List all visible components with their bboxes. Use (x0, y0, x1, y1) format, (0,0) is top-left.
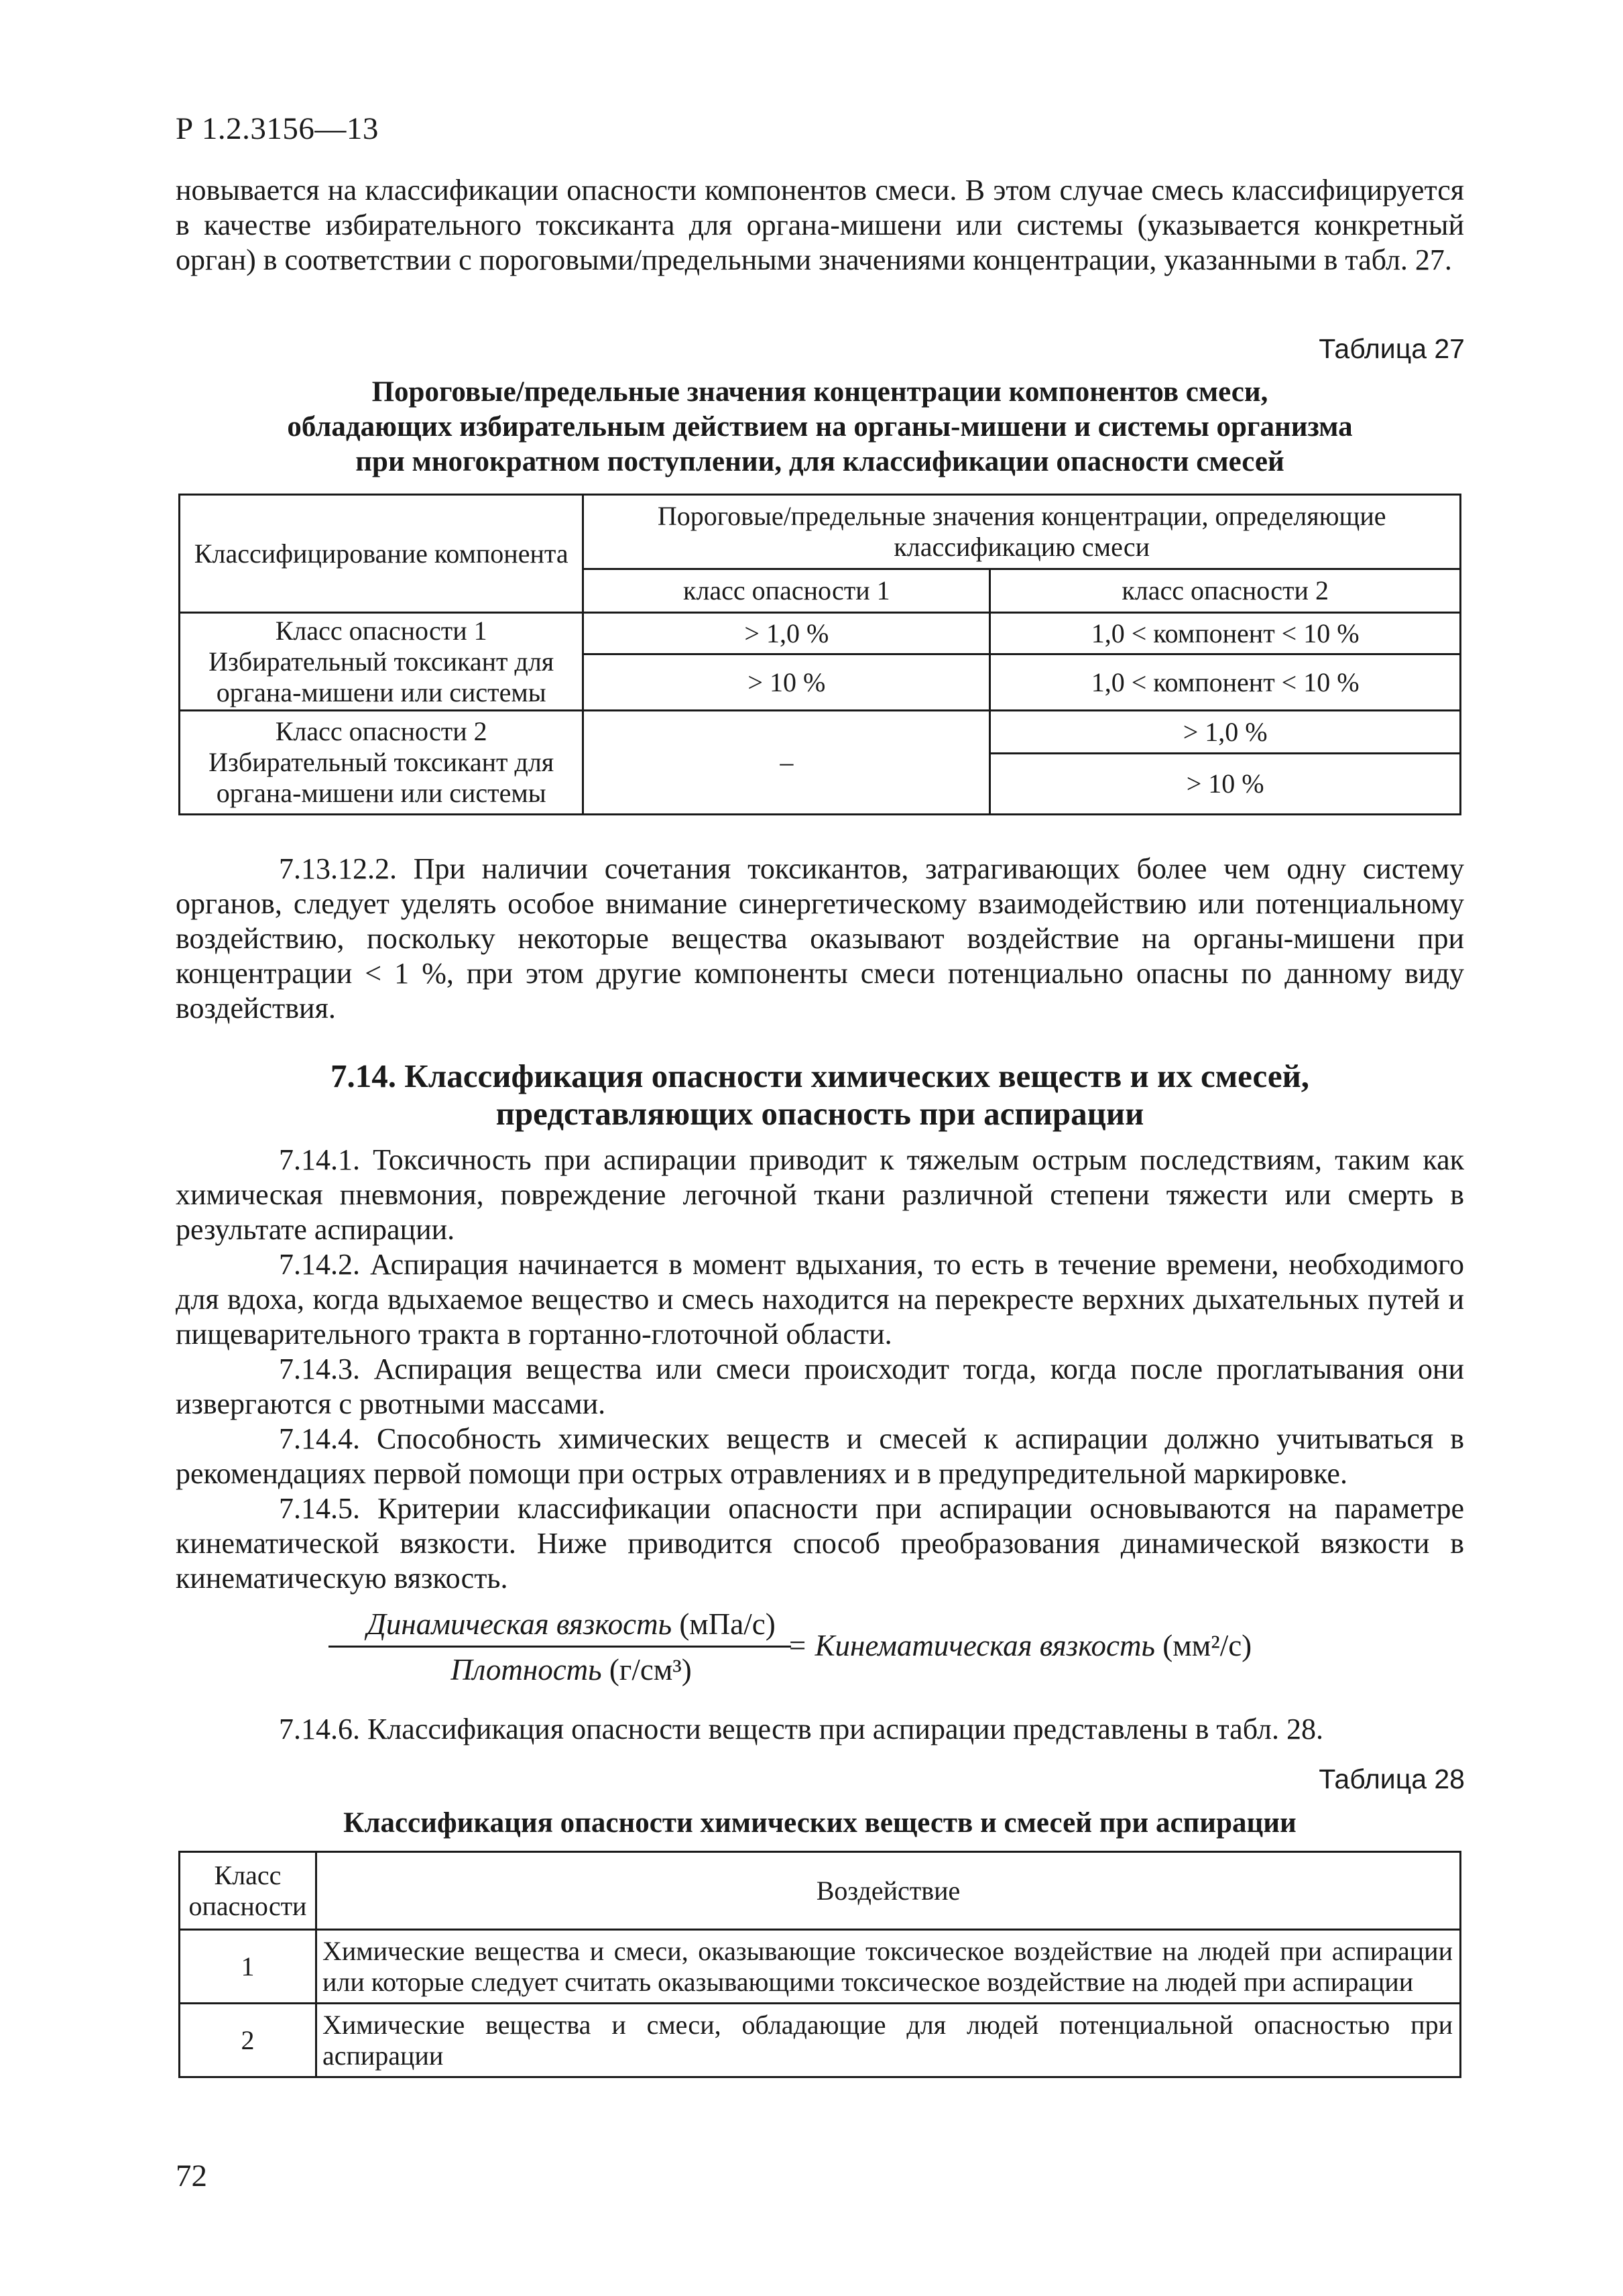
section-heading-line: представляющих опасность при аспирации (495, 1095, 1144, 1132)
table27-title-line: при многократном поступлении, для классификации опасности смесей (355, 446, 1284, 477)
table28-title: Классификация опасности химических веществ и смесей при аспирации (343, 1807, 1297, 1839)
formula-result: = Кинематическая вязкость (мм²/с) (787, 1629, 1252, 1662)
table27-title-line: обладающих избирательным действием на органы-мишени и системы организма (287, 411, 1353, 443)
t27-head-component: Классифицирование компонента (180, 495, 583, 613)
t28-row1-effect: Химические вещества и смеси, оказывающие токсическое воздействие на людей при аспирации или которые следует считать оказывающими токсическое воздействие на людей при аспирации (316, 1930, 1460, 2004)
formula-denominator: Плотность (г/см³) (450, 1653, 692, 1686)
viscosity-formula (323, 1607, 1329, 1694)
t27-row2-c2-b: > 10 % (990, 754, 1461, 815)
paragraph-7-13-12-2 (176, 852, 1464, 1026)
page-number: 72 (176, 2159, 207, 2193)
paragraph-7-14-5: 7.14.5. Критерии классификации опасности при аспирации основываются на параметре кинематической вязкости. Ниже приводится способ преобразования динамической вязкости в кинематическую вязкость. (176, 1492, 1464, 1595)
paragraph-7-14-3: 7.14.3. Аспирация вещества или смеси происходит тогда, когда после проглатывания они извергаются с рвотными массами. (176, 1353, 1464, 1420)
t27-row2-component: Класс опасности 2 Избирательный токсикант для органа-мишени или системы (180, 711, 583, 815)
t27-row2-c2-a: > 1,0 % (990, 711, 1461, 754)
section-7-14-body (176, 1143, 1464, 1596)
t27-head-class2: класс опасности 2 (990, 569, 1461, 613)
t27-row1-component: Класс опасности 1 Избирательный токсикант для органа-мишени или системы (180, 613, 583, 711)
paragraph-text: 7.13.12.2. При наличии сочетания токсикантов, затрагивающих более чем одну систему органов, следует уделять особое внимание синергетическому взаимодействию или потенциальному воздействию, поскольку некоторые вещества оказывают воздействие на органы-мишени при концентрации < 1 %, при этом другие компоненты смеси потенциально опасны по данному виду воздействия. (176, 852, 1464, 1025)
t28-row2-class: 2 (180, 2004, 316, 2077)
t27-row2-c1: – (583, 711, 990, 815)
table27-caption: Таблица 27 (1319, 333, 1465, 364)
paragraph-text: 7.14.6. Классификация опасности веществ при аспирации представлены в табл. 28. (279, 1713, 1323, 1745)
table-28 (178, 1851, 1461, 2078)
fraction-bar (328, 1646, 791, 1648)
intro-text: новывается на классификации опасности компонентов смеси. В этом случае смесь классифицируется в качестве избирательного токсиканта для органа-мишени или системы (указывается конкретный орган) в соответствии с пороговыми/предельными значениями концентрации, указанными в табл. 27. (176, 174, 1464, 276)
table-27 (178, 494, 1461, 815)
section-heading-line: 7.14. Классификация опасности химических веществ и их смесей, (330, 1057, 1310, 1094)
paragraph-7-14-2: 7.14.2. Аспирация начинается в момент вдыхания, то есть в течение времени, необходимого для вдоха, когда вдыхаемое вещество и смесь находится на перекресте верхних дыхательных путей и пищеварительного тракта в гортанно-глоточной области. (176, 1248, 1464, 1351)
t28-head-effect: Воздействие (316, 1852, 1460, 1930)
intro-paragraph (176, 173, 1464, 278)
t28-row2-effect: Химические вещества и смеси, обладающие для людей потенциальной опасностью при аспирации (316, 2004, 1460, 2077)
t27-head-class1: класс опасности 1 (583, 569, 990, 613)
t28-row1-class: 1 (180, 1930, 316, 2004)
t27-row1-c1-a: > 1,0 % (583, 613, 990, 654)
section-7-14-heading (176, 1057, 1464, 1133)
document-code: Р 1.2.3156—13 (176, 111, 379, 146)
formula-numerator: Динамическая вязкость (мПа/с) (367, 1607, 776, 1641)
paragraph-7-14-1: 7.14.1. Токсичность при аспирации приводит к тяжелым острым последствиям, таким как химическая пневмония, повреждение легочной ткани различной степени тяжести или смерть в результате аспирации. (176, 1143, 1464, 1246)
table28-caption: Таблица 28 (1319, 1764, 1465, 1794)
paragraph-7-14-6 (176, 1712, 1464, 1747)
t28-head-class: Класс опасности (180, 1852, 316, 1930)
paragraph-7-14-4: 7.14.4. Способность химических веществ и смесей к аспирации должно учитываться в рекомендациях первой помощи при острых отравлениях и в предупредительной маркировке. (176, 1422, 1464, 1490)
table27-title (176, 375, 1464, 479)
t27-row1-c2-b: 1,0 < компонент < 10 % (990, 654, 1461, 711)
t27-row1-c1-b: > 10 % (583, 654, 990, 711)
t27-row1-c2-a: 1,0 < компонент < 10 % (990, 613, 1461, 654)
table27-title-line: Пороговые/предельные значения концентрации компонентов смеси, (371, 376, 1268, 408)
t27-head-thresholds: Пороговые/предельные значения концентрации, определяющие классификацию смеси (583, 495, 1461, 569)
